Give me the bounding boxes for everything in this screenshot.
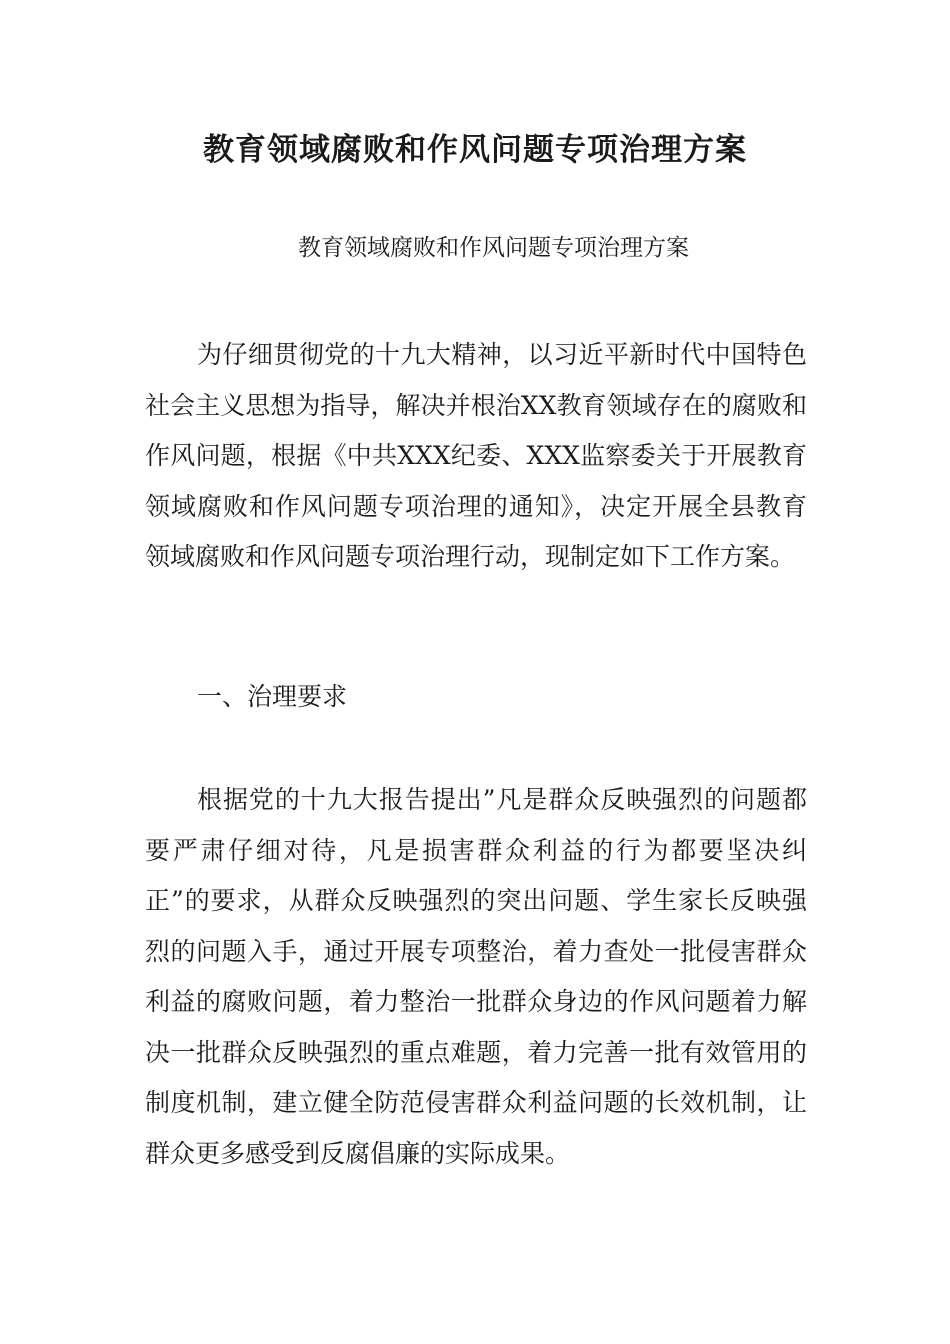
requirements-paragraph: 根据党的十九大报告提出”凡是群众反映强烈的问题都要严肃仔细对待，凡是损害群众利益的行为都要坚决纠正”的要求，从群众反映强烈的突出问题、学生家长反映强烈的问题入手，通过开展专项整治，着力查处一批侵害群众利益的腐败问题，着力整治一批群众身边的作风问题着力解决一批群众反映强烈的重点难题，着力完善一批有效管用的制度机制，建立健全防范侵害群众利益问题的长效机制，让群众更多感受到反腐倡廉的实际成果。 <box>145 785 807 1168</box>
intro-paragraph: 为仔细贯彻党的十九大精神，以习近平新时代中国特色社会主义思想为指导，解决并根治XX教育领域存在的腐败和作风问题，根据《中共XXX纪委、XXX监察委关于开展教育领域腐败和作风问题专项治理的通知》，决定开展全县教育领域腐败和作风问题专项治理行动，现制定如下工作方案。 <box>145 340 807 571</box>
document-title: 教育领域腐败和作风问题专项治理方案 <box>203 132 747 168</box>
section-heading: 一、治理要求 <box>197 682 348 711</box>
document-subtitle: 教育领域腐败和作风问题专项治理方案 <box>298 235 689 261</box>
